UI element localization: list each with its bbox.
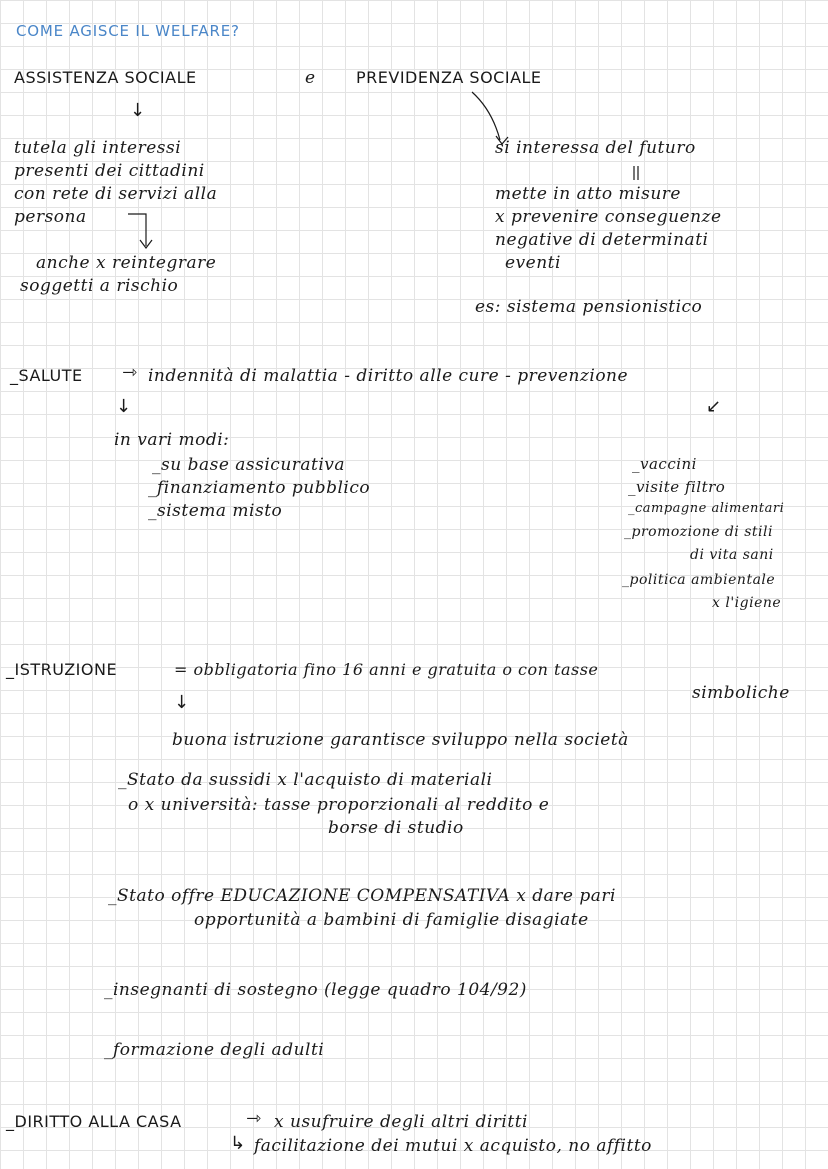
modi-item: _su base assicurativa [152,455,346,475]
assistenza-heading: ASSISTENZA SOCIALE [14,68,197,87]
prevenzione-item: di vita sani [690,547,774,563]
prevenzione-item: _campagne alimentari [628,501,785,516]
casa-line-2: facilitazione dei mutui x acquisto, no affitto [254,1136,652,1156]
and-conjunction: e [305,68,316,88]
assistenza-line-6: soggetti a rischio [20,276,179,296]
previdenza-line-3: x prevenire conseguenze [495,207,722,227]
modi-item: _finanziamento pubblico [148,478,371,498]
previdenza-line-5: eventi [505,253,561,273]
insegnanti-sostegno: _insegnanti di sostegno (legge quadro 104/92) [104,980,527,1000]
down-arrow-icon: ↙ [706,396,722,417]
right-arrow-icon: ↳ [230,1133,246,1154]
down-arrow-icon: ↓ [116,396,132,417]
page-title: COME AGISCE IL WELFARE? [16,22,240,40]
istruzione-heading: _ISTRUZIONE [6,660,118,679]
assistenza-line-2: presenti dei cittadini [14,161,205,181]
previdenza-line-2: mette in atto misure [495,184,681,204]
salute-arrow-text: indennità di malattia - diritto alle cure - prevenzione [148,366,629,386]
previdenza-heading: PREVIDENZA SOCIALE [356,68,542,87]
formazione-adulti: _formazione degli adulti [104,1040,325,1060]
prevenzione-item: _vaccini [632,455,697,473]
prevenzione-item: _promozione di stili [624,524,773,540]
casa-line-1: x usufruire degli altri diritti [274,1112,528,1132]
previdenza-example: es: sistema pensionistico [475,297,703,317]
right-arrow-icon: ⇾ [246,1108,262,1129]
stato-educazione-line-2: opportunità a bambini di famiglie disagiate [194,910,589,930]
assistenza-line-3: con rete di servizi alla [14,184,218,204]
prevenzione-item: _politica ambientale [622,572,776,588]
stato-sussidi-line-1: _Stato da sussidi x l'acquisto di materiali [118,770,493,790]
modi-intro: in vari modi: [114,430,230,450]
previdenza-line-4: negative di determinati [495,230,709,250]
assistenza-line-4: persona [14,207,87,227]
down-arrow-icon: ↓ [130,100,146,121]
istruzione-definition-cont: simboliche [692,683,790,703]
previdenza-line-1: si interessa del futuro [495,138,696,158]
right-arrow-icon: ⇾ [122,362,138,383]
prevenzione-item: x l'igiene [712,595,782,611]
istruzione-line-1: buona istruzione garantisce sviluppo nella società [172,730,629,750]
down-arrow-icon: ↓ [174,692,190,713]
stato-educazione-line-1: _Stato offre EDUCAZIONE COMPENSATIVA x dare pari [108,886,616,906]
prevenzione-item: _visite filtro [628,478,726,496]
istruzione-definition: = obbligatoria fino 16 anni e gratuita o con tasse [174,660,599,679]
stato-sussidi-line-2: o x università: tasse proporzionali al reddito e [128,795,550,815]
casa-heading: _DIRITTO ALLA CASA [6,1112,182,1131]
salute-heading: _SALUTE [10,366,83,385]
assistenza-line-5: anche x reintegrare [36,253,217,273]
stato-sussidi-line-3: borse di studio [328,818,464,838]
modi-item: _sistema misto [148,501,283,521]
assistenza-line-1: tutela gli interessi [14,138,182,158]
